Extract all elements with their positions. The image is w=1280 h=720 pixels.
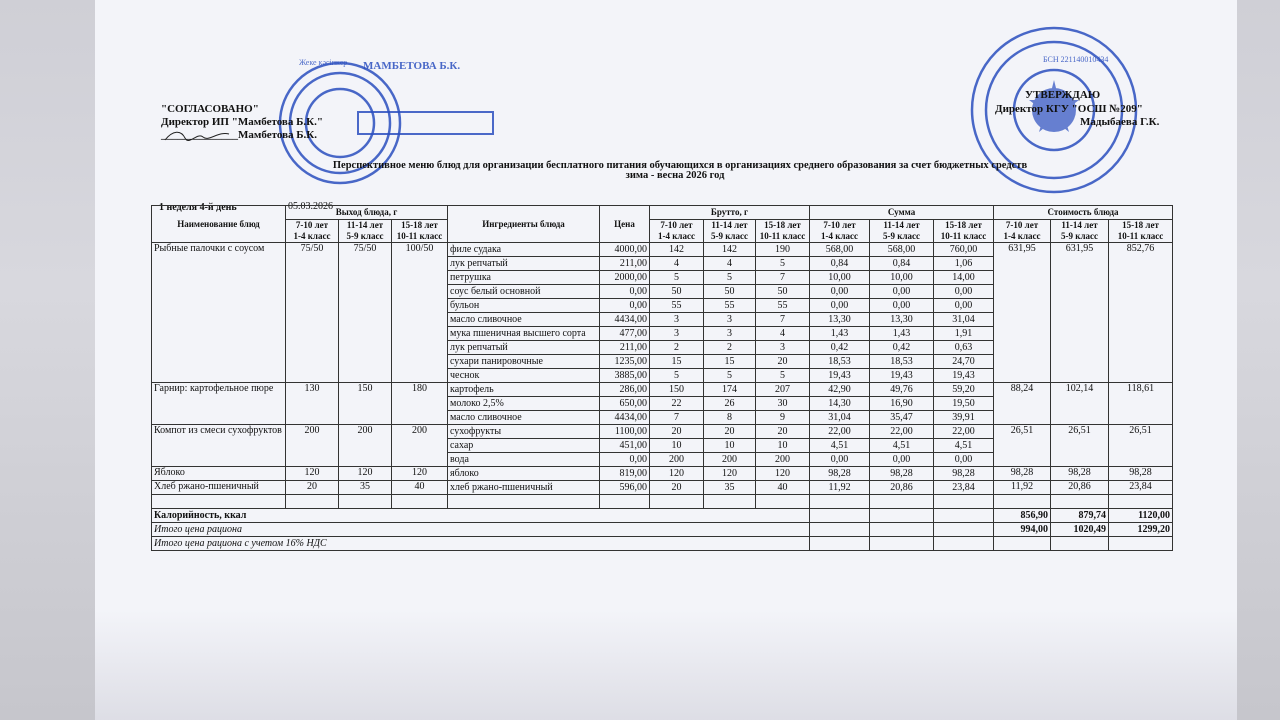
- document-sheet: [95, 0, 1237, 720]
- dish-cost: 23,84: [1109, 481, 1173, 495]
- brutto-value: 26: [704, 397, 756, 411]
- age-class: 1-4 класс: [293, 231, 331, 241]
- total-label: Калорийность, ккал: [152, 509, 810, 523]
- sum-value: 0,00: [870, 299, 934, 313]
- dish-output: 120: [339, 467, 392, 481]
- brutto-value: 5: [704, 271, 756, 285]
- header-dish: Наименование блюд: [152, 206, 286, 243]
- approved-name: Мадыбаева Г.К.: [1080, 116, 1160, 128]
- brutto-value: 3: [756, 341, 810, 355]
- sum-value: 18,53: [870, 355, 934, 369]
- table-row: [152, 425, 1173, 439]
- header-age-group: [286, 220, 339, 243]
- brutto-value: 50: [756, 285, 810, 299]
- brutto-value: 10: [756, 439, 810, 453]
- signature-image: [163, 128, 233, 142]
- sum-value: 0,84: [810, 257, 870, 271]
- header-age-group: [756, 220, 810, 243]
- sum-value: 11,92: [810, 481, 870, 495]
- empty-cell: [810, 509, 870, 523]
- brutto-value: 55: [650, 299, 704, 313]
- agreed-title: "СОГЛАСОВАНО": [161, 103, 259, 115]
- empty-cell: [392, 495, 448, 509]
- brutto-value: 55: [704, 299, 756, 313]
- header-age-group: [704, 220, 756, 243]
- total-value: [994, 537, 1051, 551]
- empty-cell: [870, 537, 934, 551]
- dish-cost: 102,14: [1051, 383, 1109, 425]
- dish-cost: 631,95: [1051, 243, 1109, 383]
- brutto-value: 200: [650, 453, 704, 467]
- brutto-value: 3: [650, 327, 704, 341]
- ingredient-price: 4000,00: [600, 243, 650, 257]
- sum-value: 0,84: [870, 257, 934, 271]
- ingredient-price: 4434,00: [600, 411, 650, 425]
- empty-cell: [934, 509, 994, 523]
- sum-value: 4,51: [934, 439, 994, 453]
- header-age-group: [1051, 220, 1109, 243]
- total-label: Итого цена рациона: [152, 523, 810, 537]
- brutto-value: 15: [650, 355, 704, 369]
- ingredient-price: 1235,00: [600, 355, 650, 369]
- ingredient-price: 477,00: [600, 327, 650, 341]
- sum-value: 35,47: [870, 411, 934, 425]
- brutto-value: 7: [756, 313, 810, 327]
- header-age-group: [870, 220, 934, 243]
- sum-value: 16,90: [870, 397, 934, 411]
- sum-value: 19,43: [870, 369, 934, 383]
- sum-value: 0,63: [934, 341, 994, 355]
- sum-value: 49,76: [870, 383, 934, 397]
- empty-cell: [934, 537, 994, 551]
- empty-cell: [339, 495, 392, 509]
- sum-value: 22,00: [934, 425, 994, 439]
- ingredient-price: 286,00: [600, 383, 650, 397]
- sum-value: 1,43: [870, 327, 934, 341]
- age-class: 5-9 класс: [711, 231, 748, 241]
- ingredient-name: соус белый основной: [448, 285, 600, 299]
- total-row: [152, 537, 1173, 551]
- brutto-value: 174: [704, 383, 756, 397]
- brutto-value: 40: [756, 481, 810, 495]
- brutto-value: 20: [756, 425, 810, 439]
- header-age-group: [934, 220, 994, 243]
- sum-value: 1,91: [934, 327, 994, 341]
- sum-value: 22,00: [870, 425, 934, 439]
- brutto-value: 5: [650, 369, 704, 383]
- ingredient-price: 451,00: [600, 439, 650, 453]
- dish-output: 200: [392, 425, 448, 467]
- brutto-value: 5: [704, 369, 756, 383]
- total-value: 1020,49: [1051, 523, 1109, 537]
- brutto-value: 10: [704, 439, 756, 453]
- menu-date: 05.03.2026: [288, 201, 333, 212]
- brutto-value: 2: [650, 341, 704, 355]
- sum-value: 98,28: [934, 467, 994, 481]
- ingredient-price: 3885,00: [600, 369, 650, 383]
- brutto-value: 3: [650, 313, 704, 327]
- table-row: [152, 481, 1173, 495]
- dish-name: Гарнир: картофельное пюре: [152, 383, 286, 425]
- header-output: Выход блюда, г: [286, 206, 448, 220]
- age-years: 7-10 лет: [660, 220, 693, 230]
- ingredient-name: филе судака: [448, 243, 600, 257]
- brutto-value: 2: [704, 341, 756, 355]
- table-row: [152, 243, 1173, 257]
- sum-value: 10,00: [870, 271, 934, 285]
- header-age-group: [1109, 220, 1173, 243]
- age-class: 5-9 класс: [1061, 231, 1099, 241]
- total-row: [152, 523, 1173, 537]
- dish-cost: 26,51: [1109, 425, 1173, 467]
- total-value: 994,00: [994, 523, 1051, 537]
- sum-value: 0,00: [934, 285, 994, 299]
- seal-right-ring-text-2: [955, 0, 956, 1]
- total-row: [152, 509, 1173, 523]
- age-class: 5-9 класс: [346, 231, 384, 241]
- brutto-value: 7: [650, 411, 704, 425]
- brutto-value: 50: [650, 285, 704, 299]
- dish-output: 75/50: [339, 243, 392, 383]
- brutto-value: 30: [756, 397, 810, 411]
- brutto-value: 3: [704, 327, 756, 341]
- age-class: 1-4 класс: [658, 231, 695, 241]
- dish-cost: 98,28: [994, 467, 1051, 481]
- age-class: 1-4 класс: [1003, 231, 1041, 241]
- sum-value: 31,04: [810, 411, 870, 425]
- ingredient-price: 4434,00: [600, 313, 650, 327]
- empty-cell: [1051, 495, 1109, 509]
- dish-output: 200: [339, 425, 392, 467]
- dish-output: 200: [286, 425, 339, 467]
- ingredient-price: 0,00: [600, 299, 650, 313]
- empty-cell: [934, 523, 994, 537]
- ingredient-price: 650,00: [600, 397, 650, 411]
- age-class: 10-11 класс: [1117, 231, 1164, 241]
- age-years: 11-14 лет: [1061, 220, 1098, 230]
- seal-right-bin: БСН 221140010434: [1043, 55, 1109, 64]
- brutto-value: 142: [650, 243, 704, 257]
- age-years: 15-18 лет: [945, 220, 982, 230]
- empty-cell: [600, 495, 650, 509]
- brutto-value: 8: [704, 411, 756, 425]
- header-row-2: [152, 220, 1173, 243]
- empty-cell: [650, 495, 704, 509]
- sum-value: 23,84: [934, 481, 994, 495]
- total-label: Итого цена рациона с учетом 16% НДС: [152, 537, 810, 551]
- dish-output: 120: [392, 467, 448, 481]
- approved-title: УТВЕРЖДАЮ: [1025, 89, 1101, 101]
- brutto-value: 190: [756, 243, 810, 257]
- header-age-group: [392, 220, 448, 243]
- empty-cell: [152, 495, 286, 509]
- ingredient-name: хлеб ржано-пшеничный: [448, 481, 600, 495]
- ingredient-name: вода: [448, 453, 600, 467]
- brutto-value: 20: [704, 425, 756, 439]
- empty-cell: [870, 509, 934, 523]
- document-title: Перспективное меню блюд для организации бесплатного питания обучающихся в организациях среднего образования за счет бюджетных средств: [332, 160, 1028, 171]
- header-age-group: [339, 220, 392, 243]
- header-age-group: [650, 220, 704, 243]
- ingredient-name: лук репчатый: [448, 341, 600, 355]
- empty-cell: [870, 495, 934, 509]
- ingredient-price: 211,00: [600, 341, 650, 355]
- empty-cell: [810, 495, 870, 509]
- menu-table: [151, 205, 1173, 551]
- brutto-value: 50: [704, 285, 756, 299]
- approved-director: Директор КГУ "ОСШ №209": [995, 103, 1143, 115]
- brutto-value: 5: [756, 257, 810, 271]
- spacer-row: [152, 495, 1173, 509]
- brutto-value: 142: [704, 243, 756, 257]
- seal-left-center-text: МАМБЕТОВА Б.К.: [363, 60, 461, 72]
- dish-output: 100/50: [392, 243, 448, 383]
- total-value: 879,74: [1051, 509, 1109, 523]
- empty-cell: [870, 523, 934, 537]
- dish-output: 150: [339, 383, 392, 425]
- total-value: 856,90: [994, 509, 1051, 523]
- empty-cell: [810, 523, 870, 537]
- dish-cost: 11,92: [994, 481, 1051, 495]
- brutto-value: 200: [756, 453, 810, 467]
- header-price: Цена: [600, 206, 650, 243]
- sum-value: 4,51: [810, 439, 870, 453]
- brutto-value: 4: [704, 257, 756, 271]
- empty-cell: [704, 495, 756, 509]
- age-class: 10-11 класс: [940, 231, 987, 241]
- age-years: 15-18 лет: [1122, 220, 1159, 230]
- sum-value: 0,00: [870, 285, 934, 299]
- sum-value: 24,70: [934, 355, 994, 369]
- dish-name: Рыбные палочки с соусом: [152, 243, 286, 383]
- brutto-value: 150: [650, 383, 704, 397]
- age-class: 10-11 класс: [759, 231, 806, 241]
- total-value: [1051, 537, 1109, 551]
- age-years: 11-14 лет: [346, 220, 384, 230]
- table-row: [152, 383, 1173, 397]
- brutto-value: 120: [756, 467, 810, 481]
- age-years: 11-14 лет: [711, 220, 748, 230]
- table-row: [152, 467, 1173, 481]
- empty-cell: [934, 495, 994, 509]
- dish-cost: 20,86: [1051, 481, 1109, 495]
- agreed-signature-line: ______________Мамбетова Б.К.: [161, 129, 318, 141]
- week-day-label: 1 неделя 4-й день: [159, 202, 237, 213]
- age-class: 10-11 класс: [396, 231, 443, 241]
- sum-value: 13,30: [810, 313, 870, 327]
- empty-cell: [448, 495, 600, 509]
- dish-cost: 118,61: [1109, 383, 1173, 425]
- header-sum: Сумма: [810, 206, 994, 220]
- ingredient-name: яблоко: [448, 467, 600, 481]
- seal-left-ring-text: [273, 20, 274, 21]
- brutto-value: 55: [756, 299, 810, 313]
- ingredient-name: молоко 2,5%: [448, 397, 600, 411]
- sum-value: 4,51: [870, 439, 934, 453]
- empty-cell: [994, 495, 1051, 509]
- sum-value: 98,28: [870, 467, 934, 481]
- sum-value: 31,04: [934, 313, 994, 327]
- sum-value: 0,00: [810, 285, 870, 299]
- header-age-group: [810, 220, 870, 243]
- sum-value: 13,30: [870, 313, 934, 327]
- brutto-value: 15: [704, 355, 756, 369]
- sum-value: 20,86: [870, 481, 934, 495]
- sum-value: 0,42: [810, 341, 870, 355]
- header-cost: Стоимость блюда: [994, 206, 1173, 220]
- brutto-value: 3: [704, 313, 756, 327]
- dish-output: 40: [392, 481, 448, 495]
- brutto-value: 20: [650, 425, 704, 439]
- sum-value: 98,28: [810, 467, 870, 481]
- brutto-value: 7: [756, 271, 810, 285]
- ingredient-price: 211,00: [600, 257, 650, 271]
- ingredient-price: 1100,00: [600, 425, 650, 439]
- age-class: 5-9 класс: [883, 231, 920, 241]
- ingredient-name: лук репчатый: [448, 257, 600, 271]
- brutto-value: 120: [704, 467, 756, 481]
- brutto-value: 5: [756, 369, 810, 383]
- ingredient-name: картофель: [448, 383, 600, 397]
- dish-output: 20: [286, 481, 339, 495]
- ingredient-price: 596,00: [600, 481, 650, 495]
- seal-left-inner-text: Жеке кәсіпкер: [299, 58, 348, 67]
- ingredient-name: мука пшеничная высшего сорта: [448, 327, 600, 341]
- dish-output: 75/50: [286, 243, 339, 383]
- ingredient-price: 2000,00: [600, 271, 650, 285]
- dish-output: 35: [339, 481, 392, 495]
- ingredient-price: 0,00: [600, 453, 650, 467]
- age-years: 7-10 лет: [295, 220, 329, 230]
- ingredient-price: 0,00: [600, 285, 650, 299]
- sum-value: 0,00: [934, 299, 994, 313]
- brutto-value: 207: [756, 383, 810, 397]
- sum-value: 10,00: [810, 271, 870, 285]
- brutto-value: 35: [704, 481, 756, 495]
- header-row-1: [152, 206, 1173, 220]
- ingredient-name: масло сливочное: [448, 411, 600, 425]
- age-class: 1-4 класс: [821, 231, 858, 241]
- age-years: 11-14 лет: [883, 220, 920, 230]
- dish-name: Компот из смеси сухофруктов: [152, 425, 286, 467]
- total-value: 1120,00: [1109, 509, 1173, 523]
- sum-value: 19,43: [810, 369, 870, 383]
- agreed-director: Директор ИП "Мамбетова Б.К.": [161, 116, 323, 128]
- brutto-value: 200: [704, 453, 756, 467]
- empty-cell: [810, 537, 870, 551]
- sum-value: 42,90: [810, 383, 870, 397]
- sum-value: 14,30: [810, 397, 870, 411]
- dish-cost: 852,76: [1109, 243, 1173, 383]
- sum-value: 0,00: [870, 453, 934, 467]
- brutto-value: 10: [650, 439, 704, 453]
- ingredient-price: 819,00: [600, 467, 650, 481]
- ingredient-name: сухари панировочные: [448, 355, 600, 369]
- dish-output: 120: [286, 467, 339, 481]
- empty-cell: [1109, 495, 1173, 509]
- sum-value: 760,00: [934, 243, 994, 257]
- empty-cell: [756, 495, 810, 509]
- dish-name: Хлеб ржано-пшеничный: [152, 481, 286, 495]
- document-subtitle: зима - весна 2026 год: [625, 170, 725, 181]
- sum-value: 22,00: [810, 425, 870, 439]
- brutto-value: 4: [756, 327, 810, 341]
- brutto-value: 20: [650, 481, 704, 495]
- age-years: 7-10 лет: [1005, 220, 1039, 230]
- header-ingredients: Ингредиенты блюда: [448, 206, 600, 243]
- age-years: 7-10 лет: [823, 220, 856, 230]
- ingredient-name: бульон: [448, 299, 600, 313]
- brutto-value: 22: [650, 397, 704, 411]
- sum-value: 568,00: [810, 243, 870, 257]
- sum-value: 1,06: [934, 257, 994, 271]
- total-value: [1109, 537, 1173, 551]
- sum-value: 19,43: [934, 369, 994, 383]
- dish-output: 130: [286, 383, 339, 425]
- ingredient-name: сахар: [448, 439, 600, 453]
- brutto-value: 9: [756, 411, 810, 425]
- dish-cost: 26,51: [1051, 425, 1109, 467]
- sum-value: 0,00: [934, 453, 994, 467]
- brutto-value: 120: [650, 467, 704, 481]
- header-brutto: Брутто, г: [650, 206, 810, 220]
- ingredient-name: петрушка: [448, 271, 600, 285]
- sum-value: 19,50: [934, 397, 994, 411]
- dish-cost: 631,95: [994, 243, 1051, 383]
- brutto-value: 4: [650, 257, 704, 271]
- ingredient-name: чеснок: [448, 369, 600, 383]
- sum-value: 1,43: [810, 327, 870, 341]
- brutto-value: 20: [756, 355, 810, 369]
- empty-cell: [286, 495, 339, 509]
- age-years: 15-18 лет: [764, 220, 801, 230]
- sum-value: 39,91: [934, 411, 994, 425]
- dish-name: Яблоко: [152, 467, 286, 481]
- sum-value: 0,00: [810, 299, 870, 313]
- ingredient-name: сухофрукты: [448, 425, 600, 439]
- header-age-group: [994, 220, 1051, 243]
- dish-output: 180: [392, 383, 448, 425]
- sum-value: 0,00: [810, 453, 870, 467]
- sum-value: 0,42: [870, 341, 934, 355]
- dish-cost: 98,28: [1051, 467, 1109, 481]
- total-value: 1299,20: [1109, 523, 1173, 537]
- brutto-value: 5: [650, 271, 704, 285]
- dish-cost: 98,28: [1109, 467, 1173, 481]
- dish-cost: 88,24: [994, 383, 1051, 425]
- age-years: 15-18 лет: [401, 220, 438, 230]
- sum-value: 18,53: [810, 355, 870, 369]
- sum-value: 568,00: [870, 243, 934, 257]
- sum-value: 14,00: [934, 271, 994, 285]
- sum-value: 59,20: [934, 383, 994, 397]
- ingredient-name: масло сливочное: [448, 313, 600, 327]
- dish-cost: 26,51: [994, 425, 1051, 467]
